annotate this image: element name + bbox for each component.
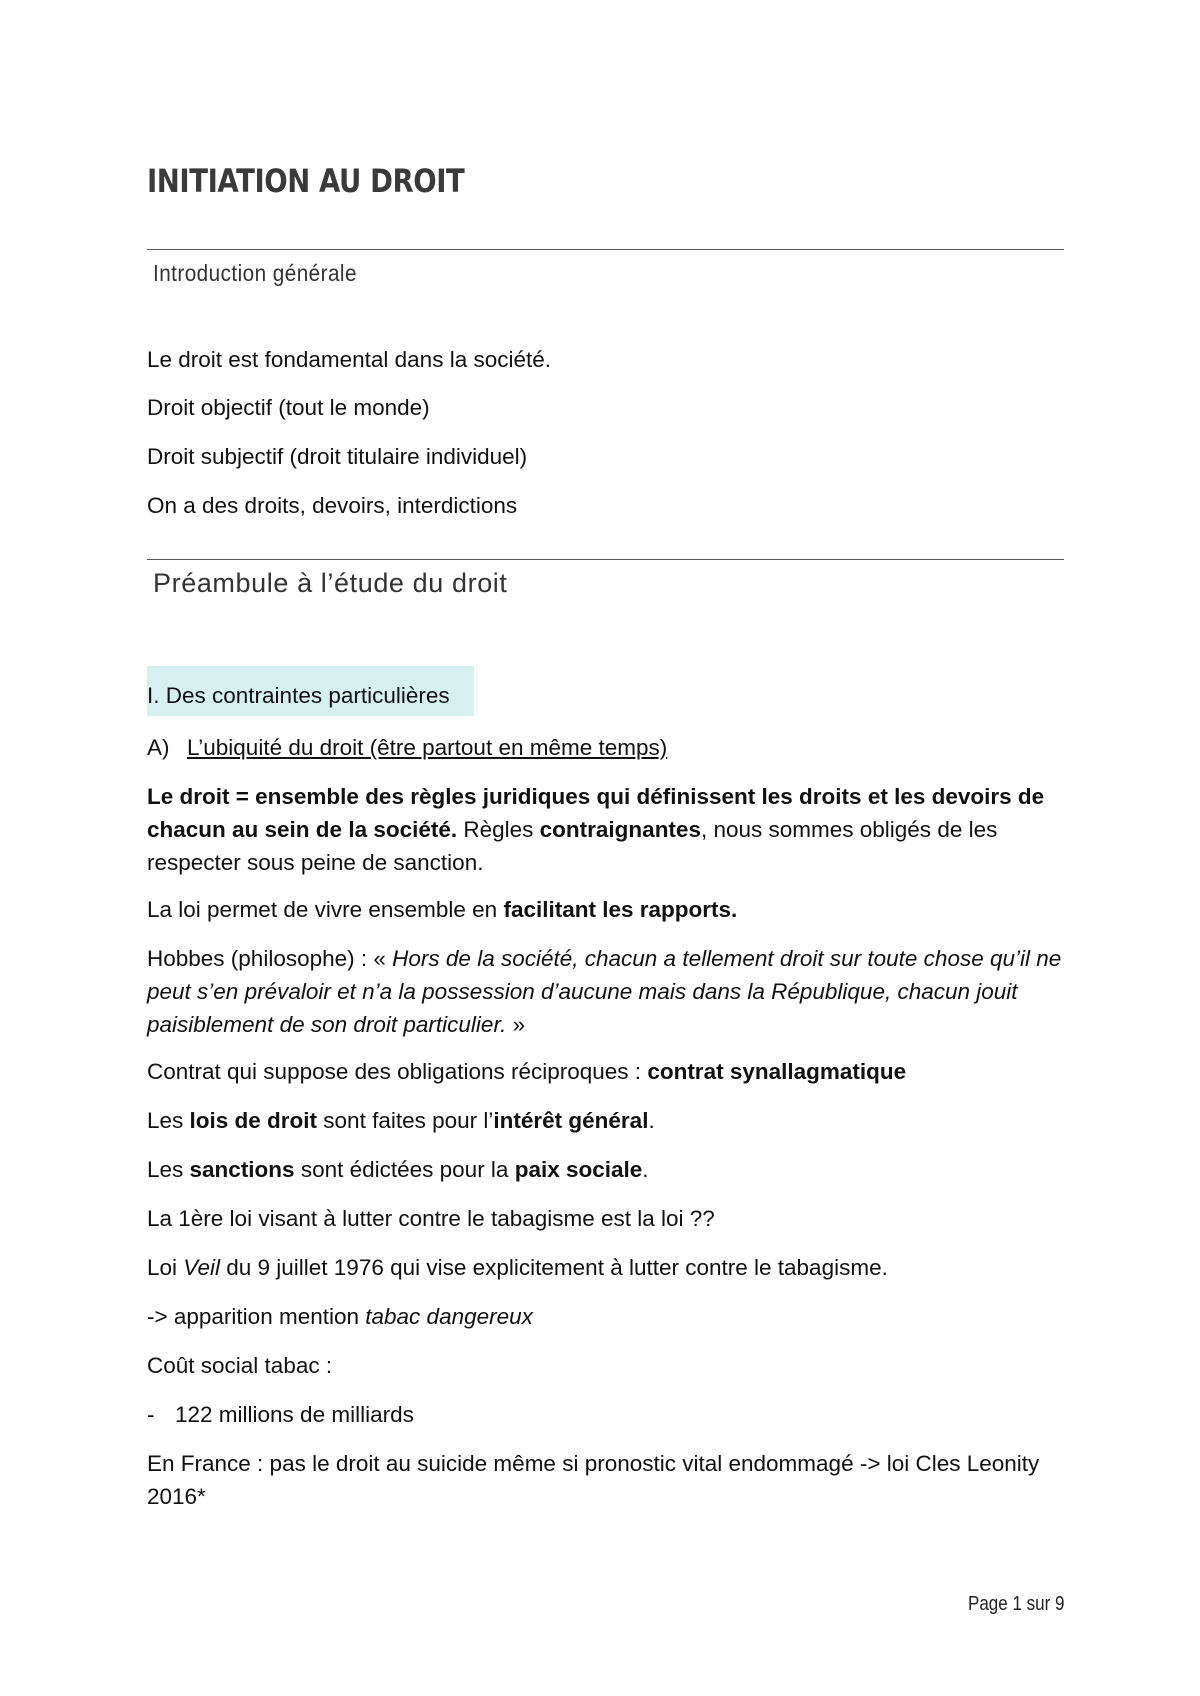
- paragraph-lois: [147, 1104, 1064, 1137]
- text: .: [648, 1108, 655, 1133]
- text: La loi permet de vivre ensemble en: [147, 897, 504, 922]
- intro-line: On a des droits, devoirs, interdictions: [147, 493, 518, 518]
- text: Contrat qui suppose des obligations réciproques :: [147, 1059, 648, 1084]
- paragraph-sanctions: [147, 1153, 1064, 1186]
- paragraph-veil: [147, 1251, 1064, 1284]
- text: Loi: [147, 1255, 184, 1280]
- text: Hobbes (philosophe) : «: [147, 946, 393, 971]
- paragraph-suicide: En France : pas le droit au suicide même si pronostic vital endommagé -> loi Cles Leonity 2016*: [147, 1451, 1040, 1509]
- bullet-item: [147, 1398, 1064, 1431]
- quote-text: Hors de la société, chacun a tellement droit sur toute chose qu’il ne peut s’en prévaloir et n’a la possession d’aucune mais dans la République, chacun jouit paisiblement de son droit particulier.: [147, 946, 1062, 1037]
- intro-line: Droit subjectif (droit titulaire individuel): [147, 444, 528, 469]
- text: du 9 juillet 1976 qui vise explicitement à lutter contre le tabagisme.: [219, 1255, 888, 1280]
- paragraph-tabac-question: La 1ère loi visant à lutter contre le tabagisme est la loi ??: [147, 1206, 715, 1231]
- preamble-divider: [147, 559, 1064, 560]
- bold-text: intérêt général: [493, 1108, 649, 1133]
- page-number: Page 1 sur 9: [967, 1593, 1064, 1615]
- section-heading: I. Des contraintes particulières: [147, 683, 450, 708]
- bold-text: Le droit = ensemble des règles juridiques qui définissent les droits et les devoirs de chacun au sein de la société.: [147, 784, 1045, 842]
- bold-text: contrat synallagmatique: [647, 1059, 907, 1084]
- text: .: [642, 1157, 649, 1182]
- document-page: [147, 0, 1064, 1696]
- paragraph-contrat: [147, 1055, 1064, 1088]
- subsection-heading: [147, 731, 1064, 764]
- text: Les: [147, 1157, 190, 1182]
- text: »: [506, 1012, 526, 1037]
- italic-text: Veil: [183, 1255, 220, 1280]
- paragraph-cout: Coût social tabac :: [147, 1353, 333, 1378]
- subsection-label: L’ubiquité du droit (être partout en même temps): [187, 735, 668, 760]
- subsection-marker: A): [147, 735, 170, 760]
- bold-text: contraignantes: [539, 817, 701, 842]
- paragraph-mention: [147, 1300, 1064, 1333]
- bullet-dash: -: [147, 1402, 155, 1427]
- preamble-heading: Préambule à l’étude du droit: [153, 568, 508, 598]
- bold-text: facilitant les rapports.: [503, 897, 738, 922]
- paragraph-hobbes: [147, 942, 1064, 1041]
- text: , nous sommes obligés de les respecter sous peine de sanction.: [147, 817, 998, 875]
- paragraph-definition: [147, 780, 1064, 879]
- document-title: INITIATION AU DROIT: [147, 162, 465, 200]
- italic-text: tabac dangereux: [365, 1304, 533, 1329]
- title-divider: [147, 249, 1064, 250]
- intro-heading: Introduction générale: [153, 260, 357, 286]
- bold-text: paix sociale: [514, 1157, 643, 1182]
- bold-text: lois de droit: [189, 1108, 318, 1133]
- text: Les: [147, 1108, 190, 1133]
- bold-text: sanctions: [189, 1157, 295, 1182]
- text: sont faites pour l’: [317, 1108, 494, 1133]
- bullet-text: 122 millions de milliards: [175, 1402, 414, 1427]
- intro-line: Le droit est fondamental dans la société.: [147, 347, 552, 372]
- intro-line: Droit objectif (tout le monde): [147, 395, 430, 420]
- paragraph-loi: [147, 893, 1064, 926]
- text: -> apparition mention: [147, 1304, 366, 1329]
- text: Règles: [457, 817, 540, 842]
- text: sont édictées pour la: [294, 1157, 515, 1182]
